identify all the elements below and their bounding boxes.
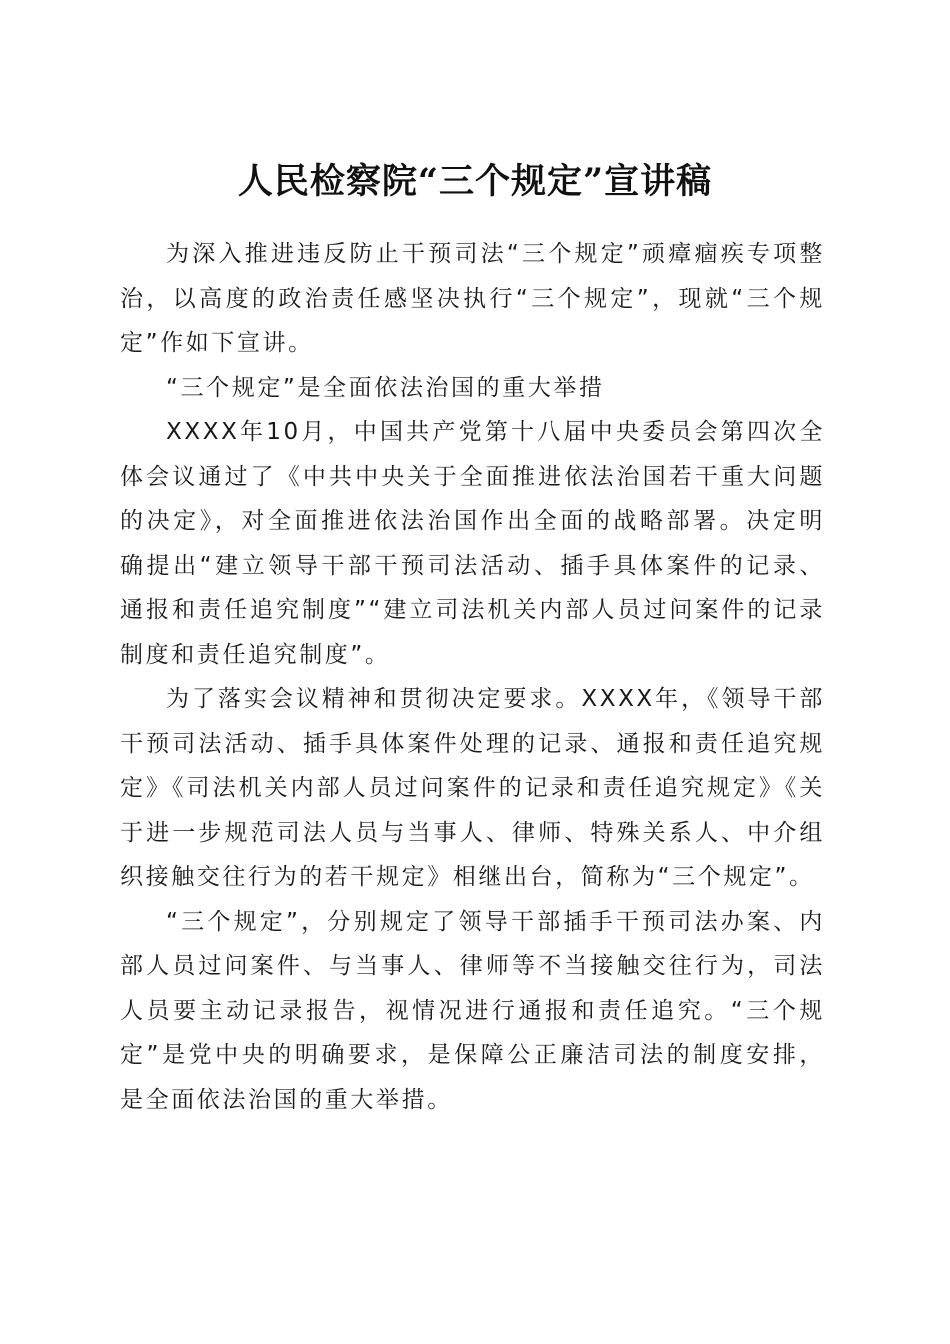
paragraph-background: XXXX年10月，中国共产党第十八届中央委员会第四次全体会议通过了《中共中央关于全面推进依法治国若干重大问题的决定》，对全面推进依法治国作出全面的战略部署。决定明确提出“建立领导干部干预司法活动、插手具体案件的记录、通报和责任追究制度”“建立司法机关内部人员过问案件的记录制度和责任追究制度”。: [120, 419, 825, 668]
paragraph-intro: 为深入推进违反防止干预司法“三个规定”顽瘴痼疾专项整治，以高度的政治责任感坚决执行“三个规定”，现就“三个规定”作如下宣讲。: [120, 241, 825, 356]
paragraph-regulations: 为了落实会议精神和贯彻决定要求。XXXX年，《领导干部干预司法活动、插手具体案件处理的记录、通报和责任追究规定》《司法机关内部人员过问案件的记录和责任追究规定》《关于进一步规范司法人员与当事人、律师、特殊关系人、中介组织接触交往行为的若干规定》相继出台，简称为“三个规定”。: [120, 686, 825, 890]
section-heading: “三个规定”是全面依法治国的重大举措: [166, 374, 605, 401]
paragraph-summary: “三个规定”，分别规定了领导干部插手干预司法办案、内部人员过问案件、与当事人、律师等不当接触交往行为，司法人员要主动记录报告，视情况进行通报和责任追究。“三个规定”是党中央的明确要求，是保障公正廉洁司法的制度安排，是全面依法治国的重大举措。: [120, 908, 825, 1113]
document-title: 人民检察院“三个规定”宣讲稿: [237, 161, 713, 203]
document-body: [120, 232, 825, 1122]
